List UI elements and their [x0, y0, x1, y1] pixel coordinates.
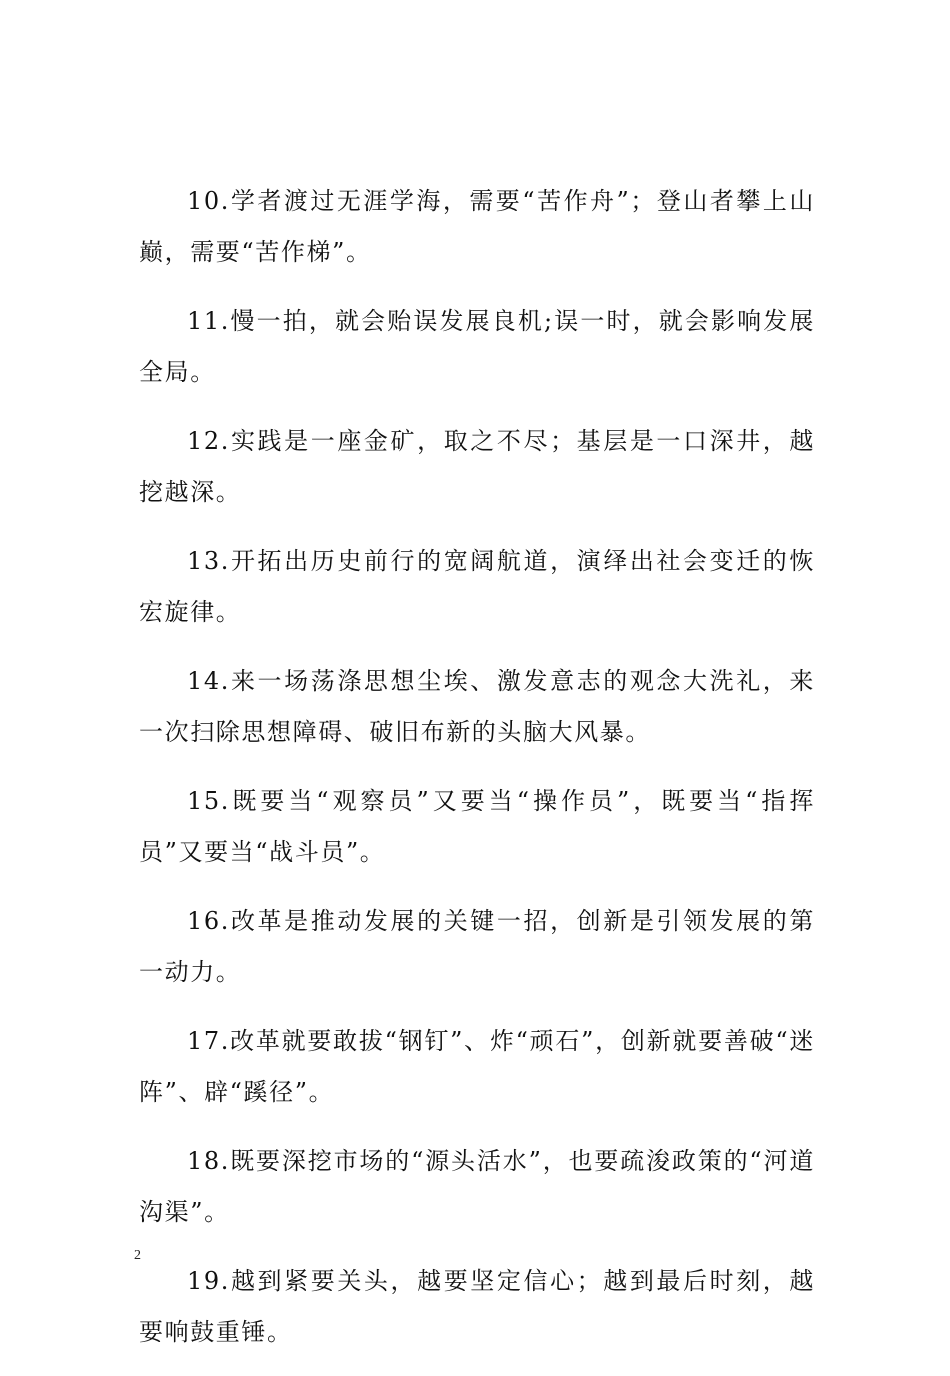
paragraph-18: 18.既要深挖市场的“源头活水”，也要疏浚政策的“河道沟渠”。 [139, 1147, 815, 1226]
paragraph-19: 19.越到紧要关头，越要坚定信心；越到最后时刻，越要响鼓重锤。 [139, 1267, 815, 1346]
page-number: 2 [134, 1248, 141, 1263]
paragraph-16: 16.改革是推动发展的关键一招，创新是引领发展的第一动力。 [139, 907, 815, 986]
paragraph-10: 10.学者渡过无涯学海，需要“苦作舟”；登山者攀上山巅，需要“苦作梯”。 [139, 187, 815, 266]
paragraph-14: 14.来一场荡涤思想尘埃、激发意志的观念大洗礼，来一次扫除思想障碍、破旧布新的头脑大风暴。 [139, 667, 815, 746]
paragraph-12: 12.实践是一座金矿，取之不尽；基层是一口深井，越挖越深。 [139, 427, 815, 506]
paragraph-13: 13.开拓出历史前行的宽阔航道，演绎出社会变迁的恢宏旋律。 [139, 547, 815, 626]
paragraph-17: 17.改革就要敢拔“钢钉”、炸“顽石”，创新就要善破“迷阵”、辟“蹊径”。 [139, 1027, 815, 1106]
paragraph-11: 11.慢一拍，就会贻误发展良机;误一时，就会影响发展全局。 [139, 307, 815, 386]
document-body [139, 176, 815, 1376]
paragraph-15: 15.既要当“观察员”又要当“操作员”，既要当“指挥员”又要当“战斗员”。 [139, 787, 815, 866]
